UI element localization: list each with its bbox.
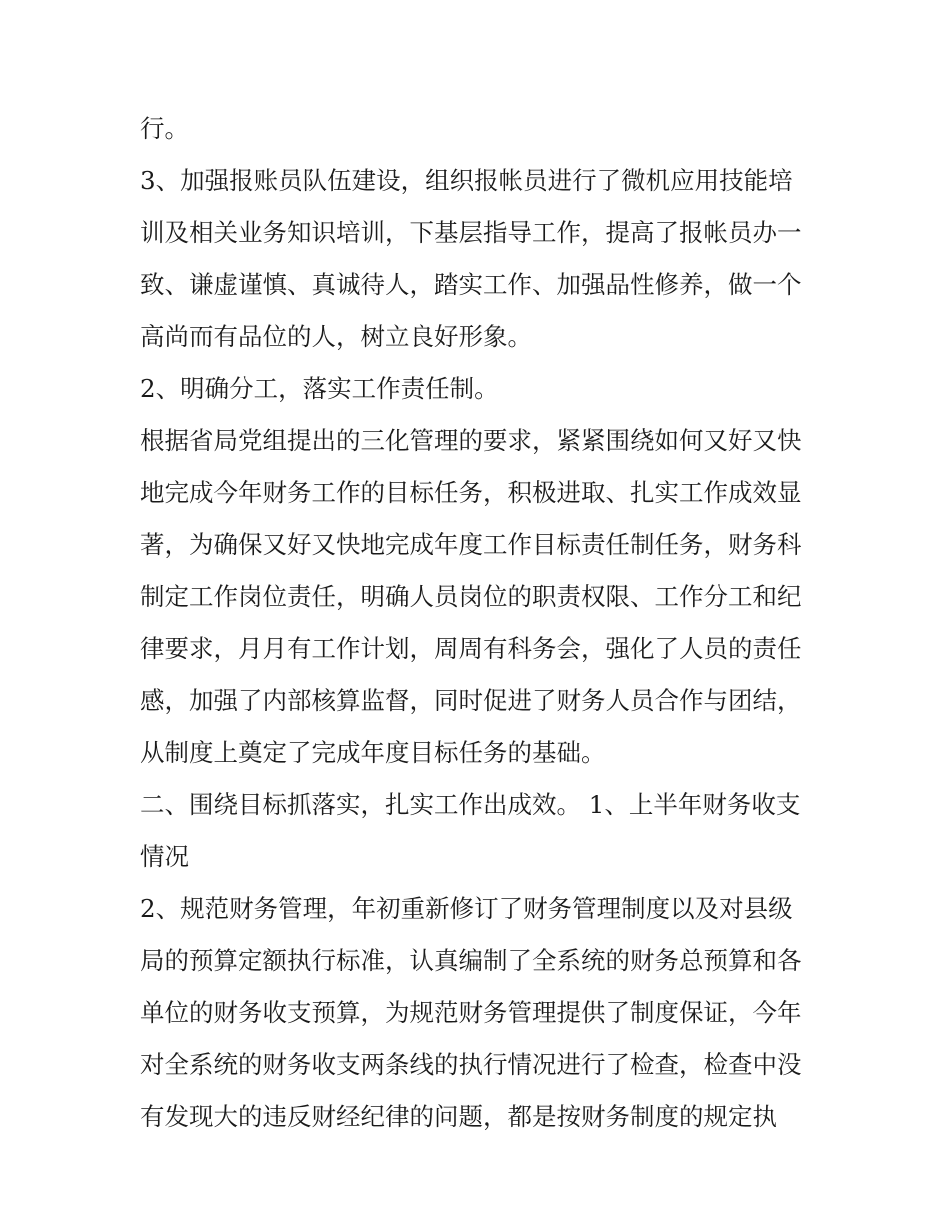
text-line: 3、加强报账员队伍建设，组织报帐员进行了微机应用技能培: [140, 166, 793, 195]
text-line: 2、明确分工，落实工作责任制。: [140, 374, 499, 403]
text-line: 二、围绕目标抓落实，扎实工作出成效。 1、上半年财务收支: [140, 790, 801, 819]
text-line: 训及相关业务知识培训，下基层指导工作，提高了报帐员办一: [140, 218, 802, 247]
text-line: 感，加强了内部核算监督，同时促进了财务人员合作与团结，: [140, 686, 802, 715]
text-line: 情况: [140, 842, 189, 871]
text-line: 对全系统的财务收支两条线的执行情况进行了检查，检查中没: [140, 1050, 802, 1079]
text-line: 制定工作岗位责任，明确人员岗位的职责权限、工作分工和纪: [140, 582, 802, 611]
text-line: 地完成今年财务工作的目标任务，积极进取、扎实工作成效显: [140, 478, 802, 507]
text-line: 致、谦虚谨慎、真诚待人，踏实工作、加强品性修养，做一个: [140, 270, 802, 299]
text-line: 根据省局党组提出的三化管理的要求，紧紧围绕如何又好又快: [140, 426, 802, 455]
text-line: 律要求，月月有工作计划，周周有科务会，强化了人员的责任: [140, 634, 802, 663]
text-line: 单位的财务收支预算，为规范财务管理提供了制度保证，今年: [140, 998, 802, 1027]
document-body: [140, 103, 812, 1143]
text-line: 有发现大的违反财经纪律的问题，都是按财务制度的规定执: [140, 1102, 777, 1131]
text-line: 从制度上奠定了完成年度目标任务的基础。: [140, 738, 606, 767]
text-line: 高尚而有品位的人，树立良好形象。: [140, 322, 532, 351]
text-line: 著，为确保又好又快地完成年度工作目标责任制任务，财务科: [140, 530, 802, 559]
text-line: 2、规范财务管理，年初重新修订了财务管理制度以及对县级: [140, 894, 793, 923]
text-line: 行。: [140, 114, 189, 143]
text-line: 局的预算定额执行标准，认真编制了全系统的财务总预算和各: [140, 946, 802, 975]
